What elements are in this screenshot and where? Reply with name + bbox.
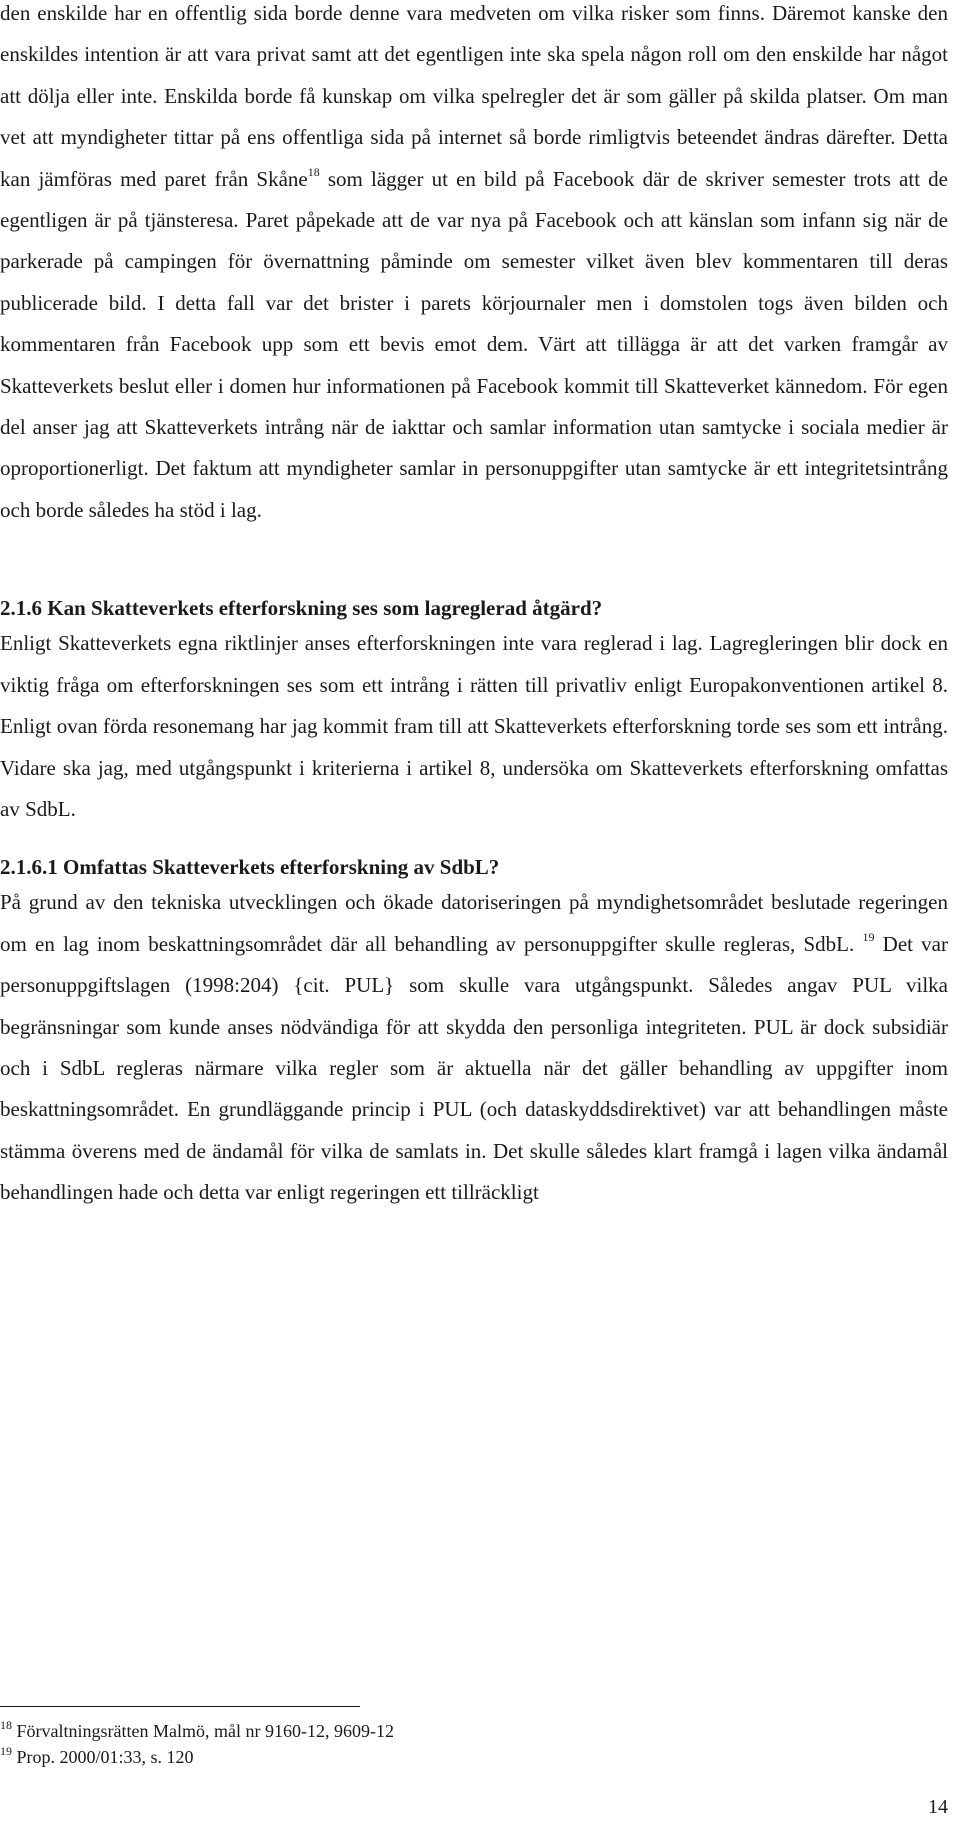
page-number: 14 [928, 1796, 948, 1818]
footnote-text: Prop. 2000/01:33, s. 120 [16, 1747, 194, 1767]
footnote-text: Förvaltningsrätten Malmö, mål nr 9160-12, 9609-12 [16, 1721, 394, 1741]
paragraph-text: På grund av den tekniska utvecklingen och ökade datoriseringen på myndighetsområdet beslutade regeringen om en lag inom beskattningsområdet där all behandling av personuppgifter skulle regleras, SdbL. [0, 890, 948, 956]
footnote-19 [0, 1744, 948, 1770]
paragraph-text: Det var personuppgiftslagen (1998:204) {cit. PUL} som skulle vara utgångspunkt. Således angav PUL vilka begränsningar som kunde anses nödvändiga för att skydda den personliga integriteten. PUL är dock subsidiär och i SdbL regleras närmare vilka regler som är aktuella när det gäller behandling av uppgifter inom beskattningsområdet. En grundläggande princip i PUL (och dataskyddsdirektivet) var att behandlingen måste stämma överens med de ändamål för vilka de samlats in. Det skulle således klart framgå i lagen vilka ändamål behandlingen hade och detta var enligt regeringen ett tillräckligt [0, 931, 948, 1205]
footnote-reference-19: 19 [862, 929, 875, 944]
footnotes [0, 1718, 948, 1770]
footnote-18 [0, 1718, 948, 1744]
section-heading-2-1-6-1: 2.1.6.1 Omfattas Skatteverkets efterforskning av SdbL? [0, 855, 500, 880]
paragraph-sdbl [0, 882, 948, 1213]
paragraph-text: den enskilde har en offentlig sida borde denne vara medveten om vilka risker som finns. Däremot kanske den enskildes intention är att vara privat samt att det egentligen inte ska spela någon roll om den enskilde har något att dölja eller inte. Enskilda borde få kunskap om vilka spelregler det är som gäller på skilda platser. Om man vet att myndigheter tittar på ens offentliga sida på internet så borde rimligtvis beteendet ändras därefter. Detta kan jämföras med paret från Skåne [0, 1, 948, 191]
paragraph-facebook-couple [0, 0, 948, 531]
section-heading-2-1-6: 2.1.6 Kan Skatteverkets efterforskning ses som lagreglerad åtgärd? [0, 596, 603, 621]
paragraph-text: som lägger ut en bild på Facebook där de skriver semester trots att de egentligen är på tjänsteresa. Paret påpekade att de var nya på Facebook och att känslan som infann sig när de parkerade på campingen för övernattning påminde om semester vilket även blev kommentaren till deras publicerade bild. I detta fall var det brister i parets körjournaler men i domstolen togs även bilden och kommentaren från Facebook upp som ett bevis emot dem. Värt att tillägga är att det varken framgår av Skatteverkets beslut eller i domen hur informationen på Facebook kommit till Skatteverket kännedom. För egen del anser jag att Skatteverkets intrång när de iakttar och samlar information utan samtycke i sociala medier är oproportionerligt. Det faktum att myndigheter samlar in personuppgifter utan samtycke är ett integritetsintrång och borde således ha stöd i lag. [0, 166, 948, 522]
footnote-divider [0, 1706, 360, 1707]
footnote-reference-18: 18 [307, 164, 320, 179]
footnote-number: 19 [0, 1744, 12, 1758]
footnote-number: 18 [0, 1718, 12, 1732]
paragraph-lagreglering: Enligt Skatteverkets egna riktlinjer anses efterforskningen inte vara reglerad i lag. Lagregleringen blir dock en viktig fråga om efterforskningen ses som ett intrång i rätten till privatliv enligt Europakonventionen artikel 8. Enligt ovan förda resonemang har jag kommit fram till att Skatteverkets efterforskning torde ses som ett intrång. Vidare ska jag, med utgångspunkt i kriterierna i artikel 8, undersöka om Skatteverkets efterforskning omfattas av SdbL. [0, 631, 948, 821]
